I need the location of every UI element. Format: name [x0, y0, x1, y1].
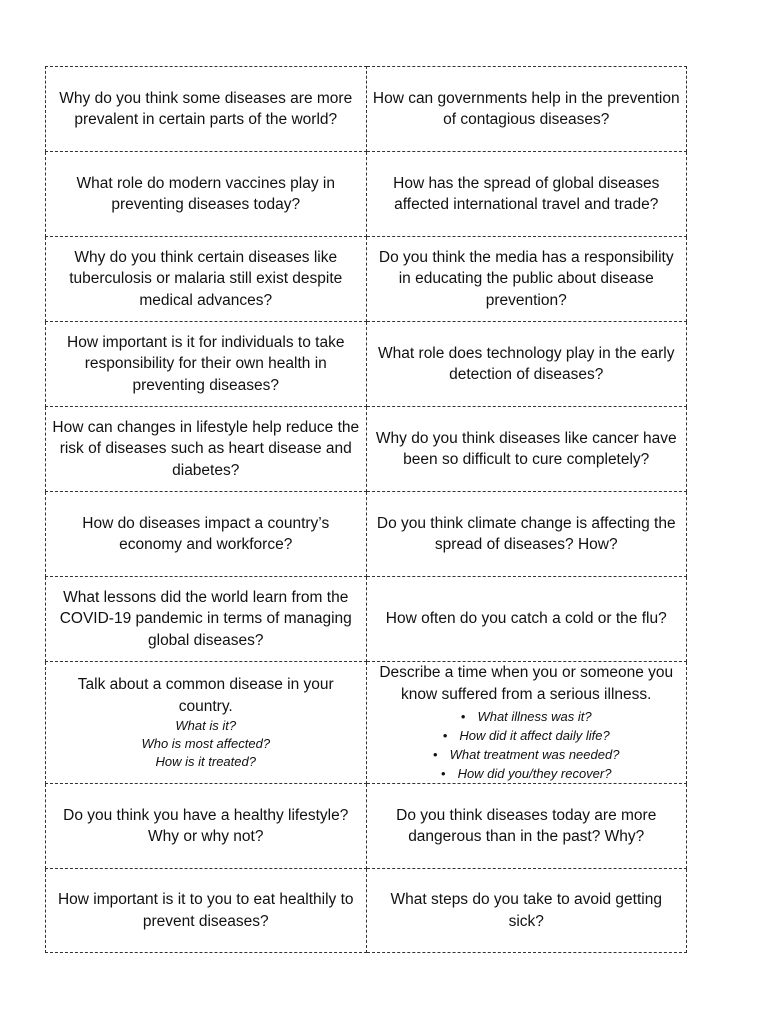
question-card: How important is it to you to eat healthily to prevent diseases?: [46, 869, 367, 953]
question-card: How can changes in lifestyle help reduce the risk of diseases such as heart disease and diabetes?: [46, 407, 367, 492]
question-card: Why do you think certain diseases like tuberculosis or malaria still exist despite medical advances?: [46, 237, 367, 322]
question-card: How important is it for individuals to take responsibility for their own health in preventing diseases?: [46, 322, 367, 407]
bullet-item: • How did you/they recover?: [373, 764, 681, 783]
card-row: [46, 492, 687, 577]
question-card: Why do you think some diseases are more prevalent in certain parts of the world?: [46, 67, 367, 152]
discussion-prompt: What is it?: [175, 718, 237, 733]
question-card-grid: [45, 66, 687, 953]
card-row: [46, 577, 687, 662]
card-row: [46, 67, 687, 152]
question-card: How has the spread of global diseases affected international travel and trade?: [366, 152, 687, 237]
card-row: [46, 237, 687, 322]
question-card: Do you think diseases today are more dangerous than in the past? Why?: [366, 784, 687, 869]
question-card: How do diseases impact a country’s economy and workforce?: [46, 492, 367, 577]
card-row: [46, 869, 687, 953]
question-card: Why do you think diseases like cancer have been so difficult to cure completely?: [366, 407, 687, 492]
bullet-item: • How did it affect daily life?: [373, 726, 681, 745]
describe-bullet-list: [373, 707, 681, 783]
bullet-item: • What treatment was needed?: [373, 745, 681, 764]
question-card: Do you think the media has a responsibility in educating the public about disease prevention?: [366, 237, 687, 322]
card-row: [46, 152, 687, 237]
card-row: [46, 662, 687, 784]
question-card: How often do you catch a cold or the flu?: [366, 577, 687, 662]
card-sheet: [45, 66, 687, 953]
card-row: [46, 407, 687, 492]
discussion-prompt: How is it treated?: [155, 754, 256, 769]
bullet-item: • What illness was it?: [373, 707, 681, 726]
card-row: [46, 784, 687, 869]
question-card: What role does technology play in the early detection of diseases?: [366, 322, 687, 407]
question-card: What steps do you take to avoid getting sick?: [366, 869, 687, 953]
discussion-prompt: Who is most affected?: [141, 736, 271, 751]
describe-card: [366, 662, 687, 784]
question-card: What lessons did the world learn from the COVID-19 pandemic in terms of managing global diseases?: [46, 577, 367, 662]
question-card: How can governments help in the prevention of contagious diseases?: [366, 67, 687, 152]
question-card: What role do modern vaccines play in preventing diseases today?: [46, 152, 367, 237]
question-card: Do you think climate change is affecting the spread of diseases? How?: [366, 492, 687, 577]
discussion-card: [46, 662, 367, 784]
card-row: [46, 322, 687, 407]
describe-card-lead: Describe a time when you or someone you know suffered from a serious illness.: [379, 664, 674, 703]
question-card: Do you think you have a healthy lifestyle? Why or why not?: [46, 784, 367, 869]
discussion-card-lead: Talk about a common disease in your country.: [77, 676, 334, 715]
